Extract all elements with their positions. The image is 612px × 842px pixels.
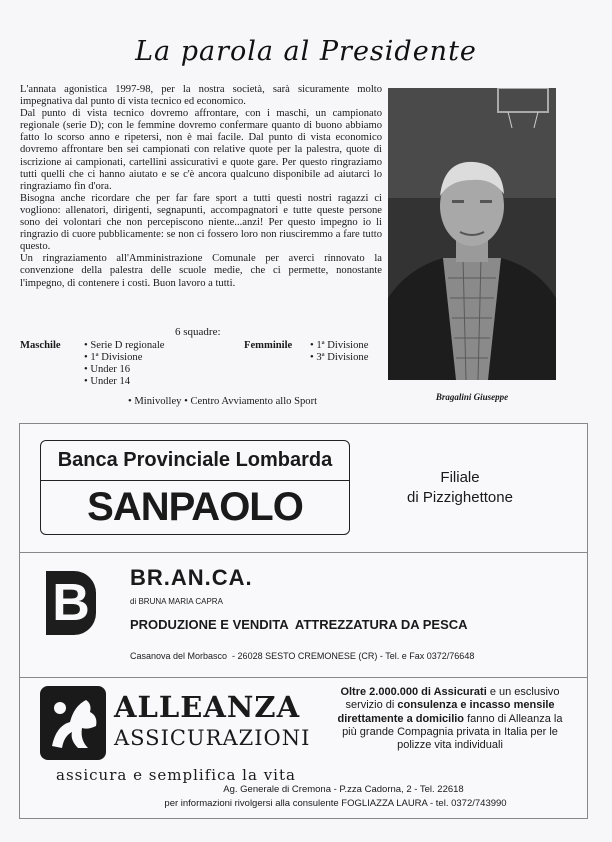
bank-logo-divider [41, 480, 349, 481]
list-item: • 1ª Divisione [84, 352, 143, 364]
branca-owner: di BRUNA MARIA CAPRA [130, 597, 223, 606]
bank-brand: SANPAOLO [87, 485, 303, 529]
branca-address: Casanova del Morbasco - 26028 SESTO CREMONESE (CR) - Tel. e Fax 0372/76648 [130, 651, 475, 661]
article-body [20, 84, 382, 290]
bank-branch [380, 468, 540, 508]
branch-line: di Pizzighettone [407, 489, 513, 506]
alleanza-slogan: assicura e semplifica la vita [56, 766, 296, 784]
bank-name: Banca Provinciale Lombarda [57, 449, 333, 471]
article-paragraph: Un ringraziamento all'Amministrazione Comunale per averci rinnovato la convenzione della palestra delle scuole medie, che ci permette, nonostante l'impegno, di contenere i costi. Buon lavoro a tutti. [20, 253, 382, 289]
list-item: • 3ª Divisione [310, 352, 369, 364]
branca-name: BR.AN.CA. [130, 565, 253, 590]
alleanza-brand: ALLEANZA [114, 690, 301, 724]
femminile-label: Femminile [244, 340, 293, 351]
alleanza-text-bold: Oltre 2.000.000 di Assicurati [340, 686, 487, 698]
squadre-title: 6 squadre: [175, 326, 221, 338]
femminile-list [310, 340, 368, 364]
alleanza-text: fanno di Alleanza la più grande Compagnia privata in Italia per le polizze vita individuali [342, 712, 563, 752]
list-item: • Serie D regionale [84, 340, 165, 351]
ad-branca [19, 552, 588, 678]
femminile-label-block [244, 340, 292, 352]
alleanza-agency: Ag. Generale di Cremona - P.zza Cadorna, 2 - Tel. 22618 [223, 784, 464, 795]
ad-bank [19, 423, 588, 553]
list-item: • Under 16 [84, 364, 131, 376]
page-title: La parola al Presidente [135, 36, 477, 67]
alleanza-logo-icon [40, 686, 106, 760]
bank-logo [40, 440, 350, 535]
article-paragraph: L'annata agonistica 1997-98, per la nostra società, sarà sicuramente molto impegnativa dal punto di vista tecnico ed economico. [20, 84, 382, 108]
president-photo [388, 88, 556, 380]
maschile-label: Maschile [20, 340, 61, 351]
maschile-label-block [20, 340, 61, 352]
alleanza-text: e un esclusivo servizio di [345, 686, 560, 712]
portrait-illustration [388, 88, 556, 380]
ad-alleanza [19, 677, 588, 819]
alleanza-brand-sub: ASSICURAZIONI [114, 726, 311, 750]
photo-caption: Bragalini Giuseppe [435, 392, 509, 402]
branch-line: Filiale [440, 469, 480, 486]
article-paragraph: Bisogna anche ricordare che per far fare sport a tutti questi nostri ragazzi ci vogliono: allenatori, dirigenti, segnapunti, accompagnatori e tutte queste persone sono dei volontari che non percepiscono niente...anzi! Per questo impegno io li ringrazio di cuore pubblicamente: se non ci fossero loro non riusciremmo a fare tutto questo. [20, 192, 382, 253]
alleanza-text-bold: consulenza e incasso mensile direttamente a domicilio [337, 699, 555, 725]
alleanza-description [332, 686, 568, 752]
extra-activities: • Minivolley • Centro Avviamento allo Sport [128, 396, 318, 407]
list-item: • 1ª Divisione [310, 340, 369, 351]
branca-activity: PRODUZIONE E VENDITA ATTREZZATURA DA PESCA [130, 617, 468, 632]
list-item: • Under 14 [84, 376, 131, 388]
branca-logo-letter: B [52, 574, 90, 632]
branca-logo [46, 571, 96, 635]
alleanza-contact: per informazioni rivolgersi alla consulente FOGLIAZZA LAURA - tel. 0372/743990 [164, 798, 507, 809]
article-paragraph: Dal punto di vista tecnico dovremo affrontare, con i maschi, un campionato regionale (serie D); con le femmine dovremo confermare quanto di buono abbiamo fatto lo scorso anno e ripetersi, non è mai facile. Dal punto di vista economico dovremo affrontare ben sei campionati con relative quote per la palestra, quote di iscrizione ai campionati, cartellini assicurativi e quote gare. Per questo ringraziamo tutti quelli che ci hanno aiutato e se c'è ancora qualcuno disponibile ad aiutarci lo ringraziamo fin d'ora. [20, 108, 382, 192]
maschile-list [84, 340, 164, 388]
